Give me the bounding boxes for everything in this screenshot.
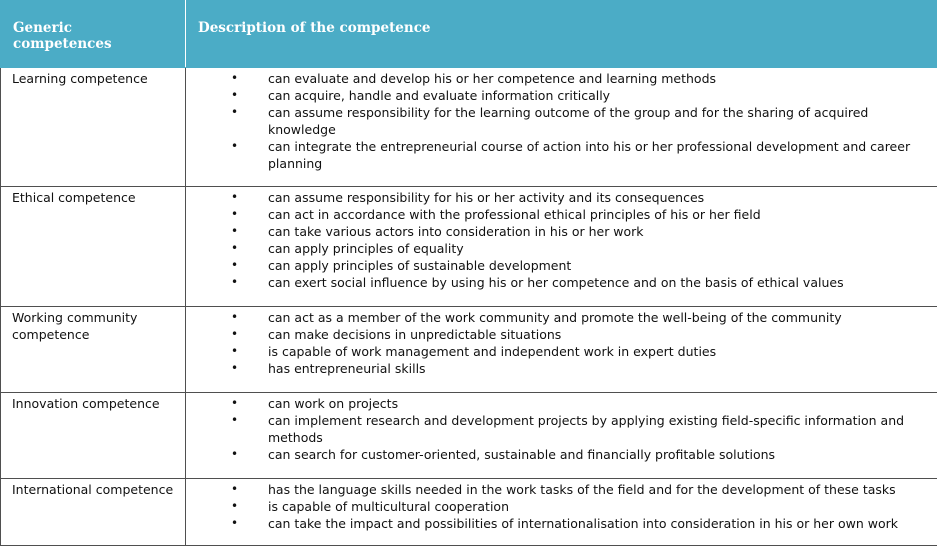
bullet-icon: • <box>231 482 239 496</box>
description-list <box>186 70 913 172</box>
item-text: can implement research and development projects by applying existing field-specific information and methods <box>268 413 905 445</box>
list-item <box>186 481 913 498</box>
competence-name: Ethical competence <box>1 187 186 307</box>
list-item <box>186 206 913 223</box>
list-item <box>186 326 913 343</box>
bullet-icon: • <box>231 71 239 85</box>
list-item <box>186 87 913 104</box>
bullet-icon: • <box>231 258 239 272</box>
item-text: can exert social influence by using his or her competence and on the basis of ethical values <box>268 275 844 290</box>
list-item <box>186 223 913 240</box>
header-generic-competences: Generic competences <box>1 1 186 68</box>
bullet-icon: • <box>231 344 239 358</box>
list-item <box>186 360 913 377</box>
item-text: can evaluate and develop his or her competence and learning methods <box>268 71 717 86</box>
list-item <box>186 446 913 463</box>
table-header <box>1 1 937 68</box>
table-row <box>1 68 937 187</box>
item-text: can act in accordance with the professional ethical principles of his or her field <box>268 207 761 222</box>
competence-description <box>186 393 937 479</box>
item-text: can act as a member of the work community and promote the well-being of the community <box>268 310 842 325</box>
list-item <box>186 257 913 274</box>
item-text: can integrate the entrepreneurial course of action into his or her professional development and career planning <box>268 139 911 171</box>
competence-name: Innovation competence <box>1 393 186 479</box>
bullet-icon: • <box>231 361 239 375</box>
table-row <box>1 479 937 546</box>
competence-description <box>186 479 937 546</box>
bullet-icon: • <box>231 310 239 324</box>
competence-description <box>186 68 937 187</box>
bullet-icon: • <box>231 396 239 410</box>
description-list <box>186 309 913 377</box>
bullet-icon: • <box>231 139 239 153</box>
bullet-icon: • <box>231 88 239 102</box>
item-text: can assume responsibility for the learning outcome of the group and for the sharing of acquired knowledge <box>268 105 869 137</box>
table-row <box>1 187 937 307</box>
bullet-icon: • <box>231 447 239 461</box>
item-text: has entrepreneurial skills <box>268 361 426 376</box>
list-item <box>186 412 913 446</box>
item-text: can search for customer-oriented, sustainable and financially profitable solutions <box>268 447 776 462</box>
item-text: can take various actors into consideration in his or her work <box>268 224 644 239</box>
bullet-icon: • <box>231 190 239 204</box>
list-item <box>186 498 913 515</box>
bullet-icon: • <box>231 105 239 119</box>
item-text: can take the impact and possibilities of internationalisation into consideration in his or her own work <box>268 516 898 531</box>
item-text: is capable of work management and independent work in expert duties <box>268 344 717 359</box>
table-body <box>1 68 937 546</box>
bullet-icon: • <box>231 275 239 289</box>
list-item <box>186 138 913 172</box>
list-item <box>186 343 913 360</box>
description-list <box>186 395 913 463</box>
competence-description <box>186 307 937 393</box>
bullet-icon: • <box>231 224 239 238</box>
competence-name: International competence <box>1 479 186 546</box>
bullet-icon: • <box>231 207 239 221</box>
description-list <box>186 481 913 532</box>
list-item <box>186 515 913 532</box>
list-item <box>186 274 913 291</box>
list-item <box>186 309 913 326</box>
item-text: can apply principles of sustainable development <box>268 258 572 273</box>
competence-name: Working community competence <box>1 307 186 393</box>
item-text: can make decisions in unpredictable situations <box>268 327 562 342</box>
list-item <box>186 70 913 87</box>
table-row <box>1 307 937 393</box>
bullet-icon: • <box>231 241 239 255</box>
item-text: has the language skills needed in the work tasks of the field and for the development of these tasks <box>268 482 896 497</box>
list-item <box>186 240 913 257</box>
item-text: can work on projects <box>268 396 399 411</box>
header-row <box>1 1 937 68</box>
list-item <box>186 189 913 206</box>
competence-description <box>186 187 937 307</box>
list-item <box>186 395 913 412</box>
description-list <box>186 189 913 291</box>
item-text: can apply principles of equality <box>268 241 464 256</box>
bullet-icon: • <box>231 413 239 427</box>
bullet-icon: • <box>231 499 239 513</box>
item-text: can assume responsibility for his or her activity and its consequences <box>268 190 705 205</box>
list-item <box>186 104 913 138</box>
table-row <box>1 393 937 479</box>
competence-name: Learning competence <box>1 68 186 187</box>
item-text: can acquire, handle and evaluate information critically <box>268 88 611 103</box>
bullet-icon: • <box>231 516 239 530</box>
header-description: Description of the competence <box>186 1 937 68</box>
bullet-icon: • <box>231 327 239 341</box>
item-text: is capable of multicultural cooperation <box>268 499 509 514</box>
